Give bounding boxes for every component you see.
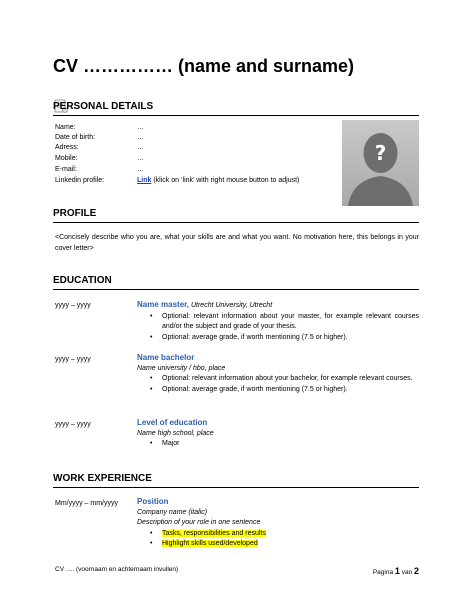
entry-title: Position xyxy=(137,497,169,506)
mobile-value: … xyxy=(137,155,144,162)
mobile-label: Mobile: xyxy=(55,155,78,162)
email-value: … xyxy=(137,166,144,173)
education-date: yyyy – yyyy xyxy=(55,356,91,363)
linkedin-value xyxy=(137,177,299,184)
profile-heading: PROFILE xyxy=(53,208,97,219)
linkedin-note: (klick on ‘link’ with right mouse button to adjust) xyxy=(151,177,300,184)
company-name: Company name (italic) xyxy=(137,508,208,516)
bullet-item xyxy=(150,529,419,540)
page-total: 2 xyxy=(413,566,419,576)
avatar-placeholder-icon xyxy=(342,120,419,206)
linkedin-label: Linkedin profile: xyxy=(55,177,105,184)
cv-title: CV …………… (name and surname) xyxy=(53,56,355,76)
name-value: … xyxy=(137,124,144,131)
bullet-item: • Optional: average grade, if worth mentioning (7.5 or higher). xyxy=(150,385,419,396)
entry-title: Level of education xyxy=(137,418,208,427)
address-value: … xyxy=(137,144,144,151)
linkedin-link[interactable]: Link xyxy=(137,177,152,184)
education-entry-master xyxy=(137,300,419,343)
education-date: yyyy – yyyy xyxy=(55,421,91,428)
dob-label: Date of birth: xyxy=(55,134,96,141)
highlighted-text: Highlight skills used/developed xyxy=(162,540,258,547)
bullet-item: • Optional: relevant information about your bachelor, for example relevant courses. xyxy=(150,374,419,385)
work-date: Mm/yyyy – mm/yyyy xyxy=(55,500,118,507)
dob-value: … xyxy=(137,134,144,141)
page-sep: van xyxy=(399,569,414,576)
education-date: yyyy – yyyy xyxy=(55,302,91,309)
work-experience-heading: WORK EXPERIENCE xyxy=(53,473,152,484)
bullet-item xyxy=(150,539,419,550)
footer-page-number xyxy=(373,566,419,576)
page-current: 1 xyxy=(394,566,400,576)
bullet-item: • Major xyxy=(150,439,419,450)
section-divider xyxy=(53,289,419,290)
email-label: E-mail: xyxy=(55,166,77,173)
footer-left: CV …. (voornaam en achternaam invullen) xyxy=(55,566,179,573)
section-divider xyxy=(53,115,419,116)
name-label: Name: xyxy=(55,124,76,131)
section-divider xyxy=(53,222,419,223)
highlighted-text: Tasks, responsibilities and results xyxy=(162,529,266,537)
work-entry xyxy=(137,497,419,550)
address-label: Adress: xyxy=(55,144,79,151)
entry-subtitle: Utrecht University, Utrecht xyxy=(189,302,273,309)
education-entry-bachelor xyxy=(137,353,419,395)
bullet-item: • Optional: average grade, if worth mentioning (7.5 or higher). xyxy=(150,333,419,344)
profile-text: <Concisely describe who you are, what your skills are and what you want. No motivation here, this belongs in your cover letter> xyxy=(55,234,419,252)
education-heading: EDUCATION xyxy=(53,275,112,286)
entry-title: Name master, xyxy=(137,300,190,309)
page-label: Pagina xyxy=(372,569,395,576)
education-entry-highschool xyxy=(137,418,419,450)
svg-text:?: ? xyxy=(374,141,387,165)
entry-title: Name bachelor xyxy=(137,353,195,362)
entry-subtitle: Name high school, place xyxy=(137,429,214,437)
personal-details-heading: PERSONAL DETAILS xyxy=(53,101,154,112)
section-divider xyxy=(53,487,419,488)
bullet-item: • Optional: relevant information about your master, for example relevant courses and/or the subject and grade of your thesis. xyxy=(150,312,419,333)
entry-subtitle: Name university / hbo, place xyxy=(137,364,226,372)
role-description: Description of your role in one sentence xyxy=(137,519,261,526)
